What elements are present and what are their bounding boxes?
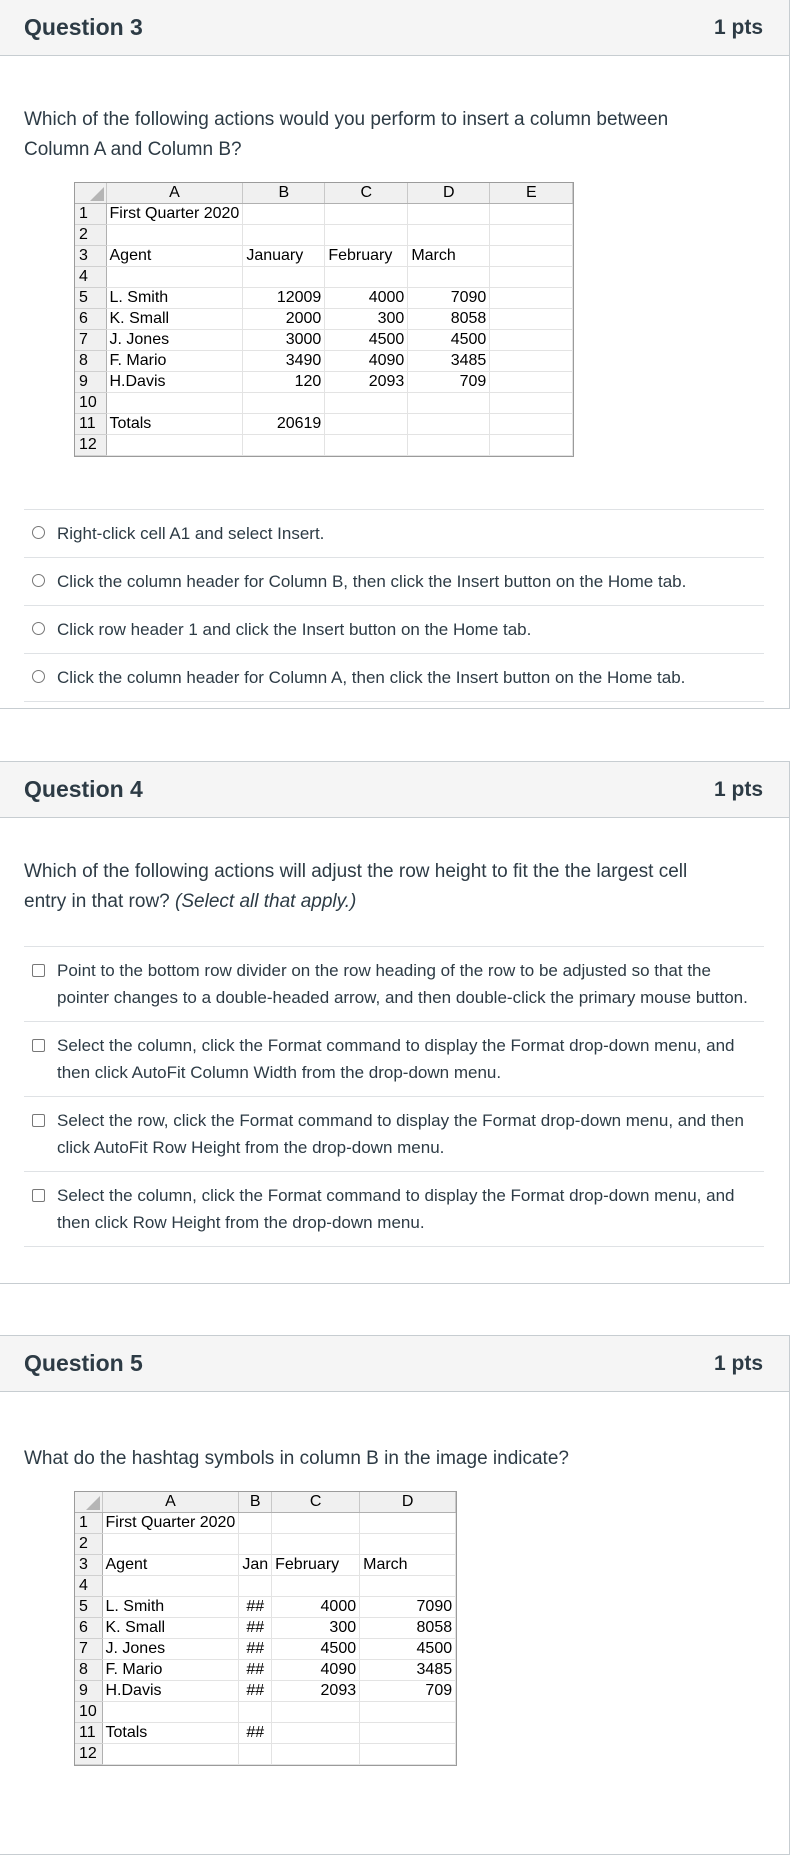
sheet-row bbox=[75, 225, 573, 246]
column-header: B bbox=[243, 183, 325, 204]
answer-list bbox=[24, 509, 764, 702]
sheet-cell bbox=[106, 435, 243, 456]
sheet-cell: 3485 bbox=[360, 1660, 456, 1681]
sheet-cell bbox=[408, 204, 490, 225]
sheet-cell: 7090 bbox=[408, 288, 490, 309]
sheet-cell bbox=[408, 435, 490, 456]
sheet-cell: F. Mario bbox=[102, 1660, 239, 1681]
checkbox[interactable] bbox=[32, 1114, 45, 1127]
sheet-cell: 4000 bbox=[272, 1597, 360, 1618]
column-header: C bbox=[325, 183, 408, 204]
question-5 bbox=[0, 1335, 790, 1855]
sheet-cell bbox=[272, 1534, 360, 1555]
sheet-row bbox=[75, 1702, 456, 1723]
select-all-corner bbox=[75, 183, 106, 204]
row-header: 8 bbox=[75, 351, 106, 372]
sheet-cell bbox=[243, 204, 325, 225]
row-header: 11 bbox=[75, 414, 106, 435]
answer-option[interactable] bbox=[24, 1172, 764, 1247]
row-header: 1 bbox=[75, 1513, 102, 1534]
sheet-cell: 709 bbox=[408, 372, 490, 393]
sheet-cell bbox=[243, 267, 325, 288]
sheet-cell bbox=[239, 1744, 272, 1765]
row-header: 11 bbox=[75, 1723, 102, 1744]
question-header bbox=[0, 0, 789, 56]
sheet-cell: 120 bbox=[243, 372, 325, 393]
sheet-cell: K. Small bbox=[102, 1618, 239, 1639]
sheet-cell bbox=[325, 267, 408, 288]
answer-option[interactable] bbox=[24, 606, 764, 654]
sheet-cell bbox=[360, 1702, 456, 1723]
sheet-cell: L. Smith bbox=[106, 288, 243, 309]
checkbox[interactable] bbox=[32, 964, 45, 977]
spreadsheet-image bbox=[74, 182, 574, 457]
sheet-row bbox=[75, 1513, 456, 1534]
sheet-cell bbox=[239, 1576, 272, 1597]
sheet-cell: 4500 bbox=[272, 1639, 360, 1660]
sheet-row bbox=[75, 372, 573, 393]
sheet-cell bbox=[102, 1534, 239, 1555]
sheet-cell bbox=[490, 246, 573, 267]
answer-label[interactable]: Right-click cell A1 and select Insert. bbox=[57, 524, 325, 543]
question-title: Question 5 bbox=[24, 1350, 143, 1376]
sheet-cell: March bbox=[360, 1555, 456, 1576]
sheet-cell bbox=[360, 1744, 456, 1765]
sheet-cell bbox=[102, 1744, 239, 1765]
sheet-row bbox=[75, 1660, 456, 1681]
radio-button[interactable] bbox=[32, 670, 45, 683]
row-header: 2 bbox=[75, 1534, 102, 1555]
sheet-cell: 2093 bbox=[325, 372, 408, 393]
checkbox[interactable] bbox=[32, 1189, 45, 1202]
row-header: 12 bbox=[75, 1744, 102, 1765]
sheet-cell: February bbox=[325, 246, 408, 267]
question-text: Which of the following actions would you perform to insert a column between Column A and Column B? bbox=[24, 109, 669, 160]
select-all-corner bbox=[75, 1492, 102, 1513]
row-header: 7 bbox=[75, 1639, 102, 1660]
column-header: D bbox=[408, 183, 490, 204]
row-header: 2 bbox=[75, 225, 106, 246]
sheet-cell bbox=[102, 1702, 239, 1723]
sheet-row bbox=[75, 246, 573, 267]
sheet-row bbox=[75, 351, 573, 372]
sheet-row bbox=[75, 330, 573, 351]
sheet-cell: ## bbox=[239, 1660, 272, 1681]
sheet-cell: 3490 bbox=[243, 351, 325, 372]
row-header: 10 bbox=[75, 393, 106, 414]
sheet-cell: First Quarter 2020 bbox=[106, 204, 243, 225]
answer-option[interactable] bbox=[24, 510, 764, 558]
sheet-cell: Totals bbox=[102, 1723, 239, 1744]
sheet-cell bbox=[490, 414, 573, 435]
radio-button[interactable] bbox=[32, 574, 45, 587]
sheet-cell bbox=[243, 393, 325, 414]
sheet-cell bbox=[106, 225, 243, 246]
question-header bbox=[0, 1336, 789, 1392]
sheet-cell: 4500 bbox=[325, 330, 408, 351]
answer-option[interactable] bbox=[24, 1097, 764, 1172]
sheet-cell: First Quarter 2020 bbox=[102, 1513, 239, 1534]
sheet-cell: January bbox=[243, 246, 325, 267]
question-text-main: Which of the following actions will adjust the row height to fit the the largest cell entry in that row? bbox=[24, 861, 688, 912]
sheet-cell bbox=[408, 393, 490, 414]
sheet-cell: ## bbox=[239, 1681, 272, 1702]
sheet-cell: L. Smith bbox=[102, 1597, 239, 1618]
row-header: 10 bbox=[75, 1702, 102, 1723]
column-header: A bbox=[106, 183, 243, 204]
answer-option[interactable] bbox=[24, 1022, 764, 1097]
sheet-row bbox=[75, 204, 573, 225]
sheet-row bbox=[75, 414, 573, 435]
question-points: 1 pts bbox=[713, 1351, 763, 1375]
question-text: What do the hashtag symbols in column B in the image indicate? bbox=[24, 1448, 569, 1469]
column-header-row bbox=[75, 1492, 456, 1513]
answer-option[interactable] bbox=[24, 558, 764, 606]
sheet-cell: 8058 bbox=[360, 1618, 456, 1639]
sheet-row bbox=[75, 1744, 456, 1765]
row-header: 4 bbox=[75, 1576, 102, 1597]
sheet-cell bbox=[272, 1723, 360, 1744]
radio-button[interactable] bbox=[32, 622, 45, 635]
question-header bbox=[0, 762, 789, 818]
sheet-cell: J. Jones bbox=[106, 330, 243, 351]
answer-list bbox=[24, 946, 764, 1247]
sheet-row bbox=[75, 435, 573, 456]
row-header: 6 bbox=[75, 309, 106, 330]
sheet-cell bbox=[490, 204, 573, 225]
sheet-cell: ## bbox=[239, 1723, 272, 1744]
sheet-cell bbox=[490, 225, 573, 246]
column-header: E bbox=[490, 183, 573, 204]
sheet-cell: ## bbox=[239, 1618, 272, 1639]
sheet-cell bbox=[490, 267, 573, 288]
answer-label[interactable]: Click the column header for Column A, then click the Insert button on the Home tab. bbox=[57, 668, 686, 687]
sheet-cell bbox=[490, 288, 573, 309]
question-title: Question 4 bbox=[24, 776, 143, 802]
sheet-cell bbox=[490, 330, 573, 351]
sheet-row bbox=[75, 1597, 456, 1618]
sheet-cell: 4500 bbox=[360, 1639, 456, 1660]
sheet-row bbox=[75, 1639, 456, 1660]
answer-label[interactable]: Click row header 1 and click the Insert button on the Home tab. bbox=[57, 620, 532, 639]
answer-option[interactable] bbox=[24, 654, 764, 702]
sheet-cell bbox=[360, 1576, 456, 1597]
sheet-row bbox=[75, 1555, 456, 1576]
checkbox[interactable] bbox=[32, 1039, 45, 1052]
column-header-row bbox=[75, 183, 573, 204]
sheet-cell: 300 bbox=[272, 1618, 360, 1639]
sheet-cell: 3000 bbox=[243, 330, 325, 351]
sheet-cell bbox=[490, 309, 573, 330]
sheet-cell: February bbox=[272, 1555, 360, 1576]
answer-label[interactable]: Select the row, click the Format command to display the Format drop-down menu, and then click AutoFit Row Height from the drop-down menu. bbox=[57, 1111, 744, 1157]
sheet-cell: 300 bbox=[325, 309, 408, 330]
column-header: A bbox=[102, 1492, 239, 1513]
row-header: 4 bbox=[75, 267, 106, 288]
spreadsheet-image bbox=[74, 1491, 457, 1766]
sheet-cell bbox=[272, 1744, 360, 1765]
sheet-cell bbox=[106, 267, 243, 288]
sheet-cell bbox=[243, 435, 325, 456]
sheet-cell bbox=[272, 1513, 360, 1534]
sheet-cell bbox=[239, 1513, 272, 1534]
sheet-cell: 2000 bbox=[243, 309, 325, 330]
sheet-row bbox=[75, 393, 573, 414]
sheet-cell: H.Davis bbox=[102, 1681, 239, 1702]
sheet-cell bbox=[325, 414, 408, 435]
row-header: 5 bbox=[75, 1597, 102, 1618]
column-header: D bbox=[360, 1492, 456, 1513]
answer-label[interactable]: Select the column, click the Format command to display the Format drop-down menu, and then click Row Height from the drop-down menu. bbox=[57, 1186, 735, 1232]
sheet-cell bbox=[325, 225, 408, 246]
sheet-cell: 4090 bbox=[272, 1660, 360, 1681]
sheet-cell: F. Mario bbox=[106, 351, 243, 372]
sheet-cell bbox=[106, 393, 243, 414]
sheet-cell: Jan bbox=[239, 1555, 272, 1576]
sheet-cell: 7090 bbox=[360, 1597, 456, 1618]
question-3 bbox=[0, 0, 790, 709]
question-text bbox=[24, 857, 724, 917]
sheet-cell: 8058 bbox=[408, 309, 490, 330]
question-points: 1 pts bbox=[713, 777, 763, 801]
sheet-cell bbox=[408, 267, 490, 288]
sheet-cell: Agent bbox=[106, 246, 243, 267]
answer-label[interactable]: Click the column header for Column B, then click the Insert button on the Home tab. bbox=[57, 572, 687, 591]
sheet-cell bbox=[272, 1702, 360, 1723]
row-header: 12 bbox=[75, 435, 106, 456]
sheet-cell bbox=[239, 1534, 272, 1555]
sheet-cell bbox=[490, 393, 573, 414]
sheet-cell: 4090 bbox=[325, 351, 408, 372]
row-header: 5 bbox=[75, 288, 106, 309]
question-points: 1 pts bbox=[713, 15, 763, 39]
sheet-cell bbox=[325, 204, 408, 225]
row-header: 6 bbox=[75, 1618, 102, 1639]
row-header: 8 bbox=[75, 1660, 102, 1681]
sheet-cell bbox=[325, 393, 408, 414]
radio-button[interactable] bbox=[32, 526, 45, 539]
sheet-cell: K. Small bbox=[106, 309, 243, 330]
sheet-cell bbox=[360, 1534, 456, 1555]
sheet-row bbox=[75, 267, 573, 288]
row-header: 7 bbox=[75, 330, 106, 351]
sheet-cell bbox=[360, 1513, 456, 1534]
sheet-row bbox=[75, 1534, 456, 1555]
row-header: 1 bbox=[75, 204, 106, 225]
sheet-cell: 12009 bbox=[243, 288, 325, 309]
sheet-cell bbox=[360, 1723, 456, 1744]
question-text-note: (Select all that apply.) bbox=[175, 891, 357, 912]
sheet-cell: J. Jones bbox=[102, 1639, 239, 1660]
sheet-row bbox=[75, 1576, 456, 1597]
sheet-cell bbox=[239, 1702, 272, 1723]
sheet-cell: 4000 bbox=[325, 288, 408, 309]
sheet-row bbox=[75, 1618, 456, 1639]
sheet-row bbox=[75, 1723, 456, 1744]
sheet-cell: 709 bbox=[360, 1681, 456, 1702]
sheet-cell bbox=[102, 1576, 239, 1597]
column-header: B bbox=[239, 1492, 272, 1513]
sheet-cell: Totals bbox=[106, 414, 243, 435]
sheet-cell: 20619 bbox=[243, 414, 325, 435]
sheet-cell: 4500 bbox=[408, 330, 490, 351]
row-header: 9 bbox=[75, 1681, 102, 1702]
sheet-row bbox=[75, 288, 573, 309]
answer-option[interactable] bbox=[24, 947, 764, 1022]
sheet-cell: 2093 bbox=[272, 1681, 360, 1702]
sheet-cell: 3485 bbox=[408, 351, 490, 372]
sheet-cell bbox=[490, 372, 573, 393]
sheet-cell: March bbox=[408, 246, 490, 267]
sheet-cell: ## bbox=[239, 1597, 272, 1618]
sheet-cell bbox=[408, 225, 490, 246]
sheet-cell: H.Davis bbox=[106, 372, 243, 393]
sheet-cell: Agent bbox=[102, 1555, 239, 1576]
question-4 bbox=[0, 761, 790, 1284]
sheet-cell bbox=[325, 435, 408, 456]
row-header: 3 bbox=[75, 1555, 102, 1576]
sheet-cell bbox=[490, 435, 573, 456]
question-title: Question 3 bbox=[24, 14, 143, 40]
sheet-cell: ## bbox=[239, 1639, 272, 1660]
sheet-cell bbox=[272, 1576, 360, 1597]
row-header: 3 bbox=[75, 246, 106, 267]
row-header: 9 bbox=[75, 372, 106, 393]
sheet-cell bbox=[408, 414, 490, 435]
answer-label[interactable]: Select the column, click the Format command to display the Format drop-down menu, and then click AutoFit Column Width from the drop-down menu. bbox=[57, 1036, 735, 1082]
column-header: C bbox=[272, 1492, 360, 1513]
sheet-row bbox=[75, 309, 573, 330]
answer-label[interactable]: Point to the bottom row divider on the row heading of the row to be adjusted so that the pointer changes to a double-headed arrow, and then double-click the primary mouse button. bbox=[57, 961, 748, 1007]
sheet-cell bbox=[490, 351, 573, 372]
sheet-cell bbox=[243, 225, 325, 246]
sheet-row bbox=[75, 1681, 456, 1702]
